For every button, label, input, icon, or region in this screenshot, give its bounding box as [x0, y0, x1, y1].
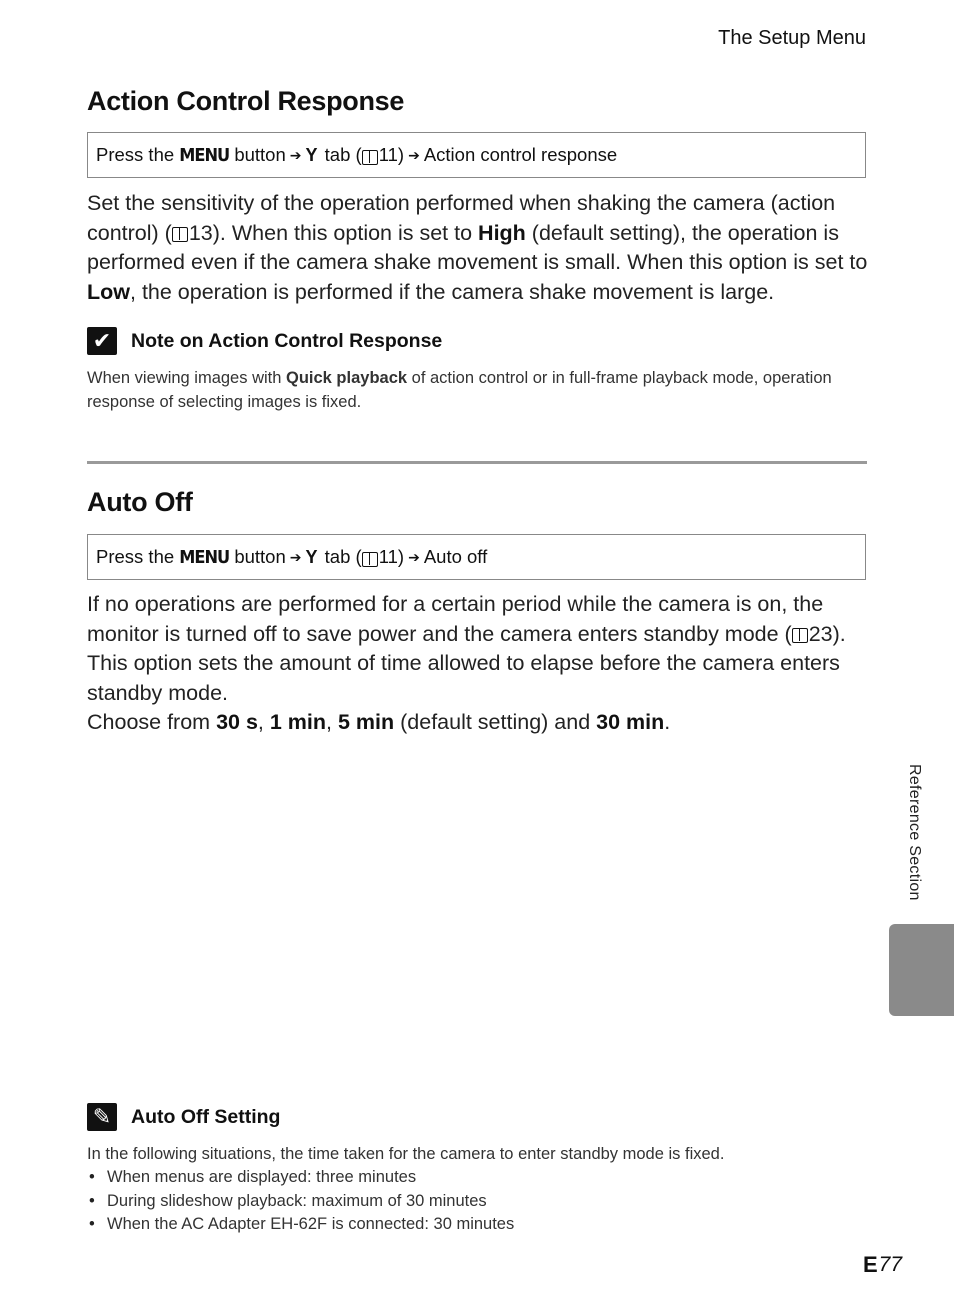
heading-action-control-response: Action Control Response [87, 86, 405, 116]
book-reference-icon [792, 628, 808, 643]
arrow-right-icon: ➔ [408, 548, 420, 565]
nav-page-ref: 11 [378, 144, 398, 165]
option-30min: 30 min [596, 710, 665, 735]
check-mark-icon: ✔ [87, 327, 117, 355]
nav-tab-text: tab ( [319, 546, 362, 567]
note-heading [87, 327, 442, 355]
option-5min: 5 min [337, 710, 395, 735]
side-section-tab [889, 924, 954, 1016]
nav-destination: Action control response [423, 144, 618, 165]
separator: , [257, 710, 270, 735]
para-text: If no operations are performed for a certain period while the camera is on, the monitor is turned off to save power and the camera enters standby mode ( [87, 592, 824, 646]
list-item: • When menus are displayed: three minutes [87, 1166, 514, 1190]
para-text: ). When this option is set to [212, 220, 479, 245]
wrench-tab-icon: Y [305, 144, 318, 165]
page-ref: 13 [188, 220, 213, 245]
header-section-title: The Setup Menu [718, 27, 866, 49]
navigation-path-box [87, 534, 866, 580]
book-reference-icon [172, 227, 188, 242]
book-reference-icon [362, 150, 378, 165]
list-item: • When the AC Adapter EH-62F is connected: 30 minutes [87, 1213, 514, 1237]
note-text: of action control or in full-frame playback mode, operation response of selecting images is fixed. [87, 369, 832, 411]
page-ref: 23 [808, 621, 833, 646]
note-title: Auto Off Setting [131, 1105, 281, 1128]
heading-auto-off: Auto Off [87, 487, 193, 517]
section-divider [87, 461, 867, 464]
option-low: Low [87, 279, 130, 304]
para-text: . [664, 710, 671, 735]
nav-prefix: Press the [96, 144, 180, 165]
para-text: Choose from [87, 710, 217, 735]
option-1min: 1 min [269, 710, 327, 735]
side-section-label: Reference Section [906, 764, 923, 901]
auto-off-description [87, 590, 872, 738]
note-body [87, 366, 847, 414]
note-title: Note on Action Control Response [131, 329, 443, 352]
book-reference-icon [362, 552, 378, 567]
bullet-list [87, 1166, 514, 1237]
arrow-right-icon: ➔ [408, 146, 420, 163]
menu-button-icon: MENU [179, 144, 230, 166]
action-control-description [87, 189, 872, 307]
reference-e-icon: E [862, 1252, 878, 1277]
para-text: ). This option sets the amount of time allowed to elapse before the camera enters standby mode. [87, 621, 846, 705]
option-30s: 30 s [216, 710, 258, 735]
note-text: When viewing images with [87, 369, 286, 387]
menu-button-icon: MENU [179, 546, 230, 568]
arrow-right-icon: ➔ [289, 146, 302, 163]
separator: , [326, 710, 338, 735]
option-high: High [478, 220, 526, 245]
note-heading [87, 1103, 280, 1131]
para-text: Set the sensitivity of the operation performed when shaking the camera (action control) ( [87, 191, 836, 245]
list-item: • During slideshow playback: maximum of 30 minutes [87, 1190, 514, 1214]
arrow-right-icon: ➔ [289, 548, 302, 565]
nav-prefix: Press the [96, 546, 180, 567]
nav-tab-text: tab ( [319, 144, 362, 165]
page-number [863, 1252, 902, 1278]
nav-close: ) [397, 546, 405, 567]
wrench-tab-icon: Y [305, 546, 318, 567]
para-text: (default setting) and [394, 710, 597, 735]
page-number-value: 77 [878, 1253, 902, 1276]
nav-destination: Auto off [423, 546, 488, 567]
nav-page-ref: 11 [378, 546, 398, 567]
nav-mid: button [229, 144, 286, 165]
note-intro: In the following situations, the time taken for the camera to enter standby mode is fixed. [87, 1145, 725, 1163]
quick-playback-term: Quick playback [286, 369, 408, 387]
para-text: , the operation is performed if the camera shake movement is large. [130, 279, 775, 304]
navigation-path-box [87, 132, 866, 178]
para-text: (default setting), the operation is performed even if the camera shake movement is small. When this option is set to [87, 220, 868, 275]
nav-close: ) [397, 144, 405, 165]
pencil-icon: ✎ [87, 1103, 117, 1131]
nav-mid: button [229, 546, 286, 567]
